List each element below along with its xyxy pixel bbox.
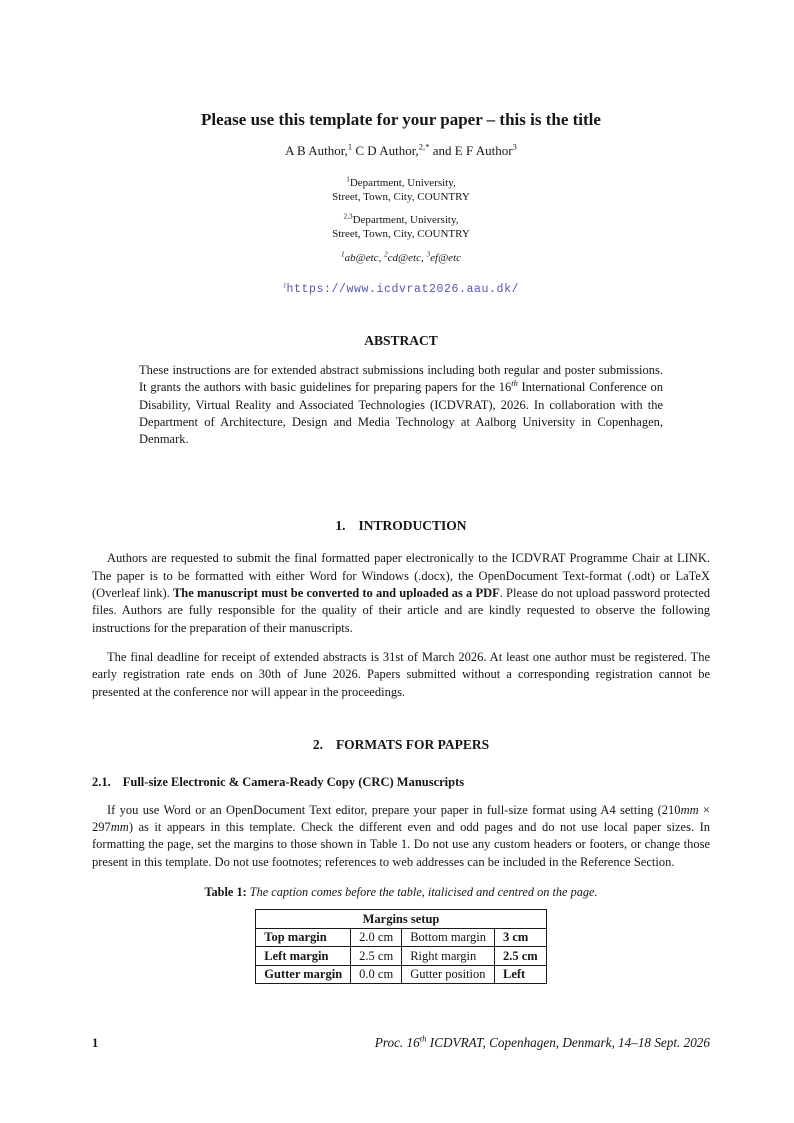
abstract-heading: ABSTRACT [364,333,438,348]
section-2-title: FORMATS FOR PAPERS [335,736,490,752]
intro-paragraph-2: The final deadline for receipt of extended abstracts is 31st of March 2026. At least one author must be registered. The early registration rate ends on 30th of June 2026. Papers submitted without a corresponding registration cannot be presented at the conference nor will appear in the proceedings. [92,649,710,699]
affiliation-1-line-2: Street, Town, City, COUNTRY [332,191,470,203]
abstract-paragraph: These instructions are for extended abstract submissions including both regular and poster submissions. It grants the authors with basic guidelines for preparing papers for the 16th International Conference on Disability, Virtual Reality and Associated Technologies (ICDVRAT), 2026. In collaboration with the Department of Architecture, Design and Media Technology at Aalborg University in Copenhagen, Denmark. [139,363,663,447]
affiliation-2-marker: 2,3 [343,212,353,221]
subsection-2-1-title: Full-size Electronic & Camera-Ready Copy (CRC) Manuscripts [122,774,465,789]
cell-top-margin-value: 2.0 cm [351,928,402,947]
footer-ordinal-superscript: th [419,1033,427,1044]
cell-gutter-margin-label: Gutter margin [256,965,351,984]
section-1-heading [92,518,710,534]
ordinal-superscript: th [511,379,518,389]
cell-gutter-margin-value: 0.0 cm [351,965,402,984]
section-2-heading [92,737,710,753]
conference-url-line [92,283,710,296]
email-1: ab@etc, [344,252,385,264]
affiliation-2 [92,213,710,241]
cell-bottom-margin-label: Bottom margin [402,928,495,947]
cell-left-margin-value: 2.5 cm [351,947,402,966]
cell-bottom-margin-value: 3 cm [495,928,547,947]
subsection-2-1-number: 2.1. [92,774,111,789]
page-number: 1 [92,1036,99,1050]
section-1-number: 1. [335,518,346,534]
cell-left-margin-label: Left margin [256,947,351,966]
subsection-2-1-heading [92,775,710,790]
table-row [256,947,546,966]
affiliation-1-line-1: $^1$Department, University, [346,175,456,189]
conference-url-marker: 1 [282,281,287,290]
margins-table [255,909,546,984]
email-2-marker: 2 [384,250,388,259]
margins-table-header: Margins setup [256,910,546,929]
table-row [256,928,546,947]
author-line [92,143,710,159]
affiliation-1 [92,176,710,204]
page-footer [92,1035,710,1051]
affiliation-2-line-2: Street, Town, City, COUNTRY [332,228,470,240]
cell-top-margin-label: Top margin [256,928,351,947]
cell-right-margin-value: 2.5 cm [495,947,547,966]
margins-table-header-row [256,910,546,929]
affiliation-2-line-1: $^{2,3}$Department, University, [343,212,459,226]
table-1-caption-label: Table 1: [204,885,247,900]
email-1-marker: 1 [340,250,345,259]
author-2-affiliation-marker: 2,* [418,141,430,152]
section-1-title: INTRODUCTION [358,518,467,534]
cell-gutter-position-label: Gutter position [402,965,495,984]
table-1-caption [92,885,710,900]
formats-paragraph: If you use Word or an OpenDocument Text editor, prepare your paper in full-size format using A4 setting (210mm × 297mm) as it appears in this template. Check the different even and odd pages and do not use local paper sizes. In formatting the page, set the margins to those shown in Table 1. Do not use any custom headers or footers, or change those present in this template. Do not use footnotes; references to web addresses can be included in the Reference Section. [92,802,710,869]
author-1-affiliation-marker: 1 [347,141,353,152]
cell-right-margin-label: Right margin [402,947,495,966]
email-2: cd@etc, [387,252,427,264]
author-2: C D Author, [352,143,419,158]
table-1-caption-text: The caption comes before the table, italicised and centred on the page. [249,885,598,900]
email-3: ef@etc [430,252,462,264]
pdf-upload-requirement: The manuscript must be converted to and uploaded as a PDF [172,586,500,601]
intro-paragraph-1: Authors are requested to submit the final formatted paper electronically to the ICDVRAT Programme Chair at LINK. The paper is to be formatted with either Word for Windows (.docx), the OpenDocument Text-format (.odt) or LaTeX (Overleaf link). The manuscript must be converted to and uploaded as a PDF. Please do not upload password protected files. Authors are fully responsible for the quality of their article and are kindly requested to observe the following instructions for the preparation of their manuscripts. [92,551,710,635]
paper-title: Please use this template for your paper – this is the title [201,110,601,129]
author-emails [92,252,710,264]
footer-proceedings: Proc. 16th ICDVRAT, Copenhagen, Denmark, 14–18 Sept. 2026 [374,1033,710,1050]
author-1: A B Author, [285,143,348,158]
author-3-affiliation-marker: 3 [512,141,517,152]
table-row [256,965,546,984]
cell-gutter-position-value: Left [495,965,547,984]
author-3: and E F Author [429,143,513,158]
affiliation-1-marker: 1 [346,175,350,184]
page-content [92,0,710,984]
section-2-number: 2. [312,736,323,752]
email-3-marker: 3 [426,250,431,259]
conference-url-link[interactable]: https://www.icdvrat2026.aau.dk/ [286,283,520,296]
